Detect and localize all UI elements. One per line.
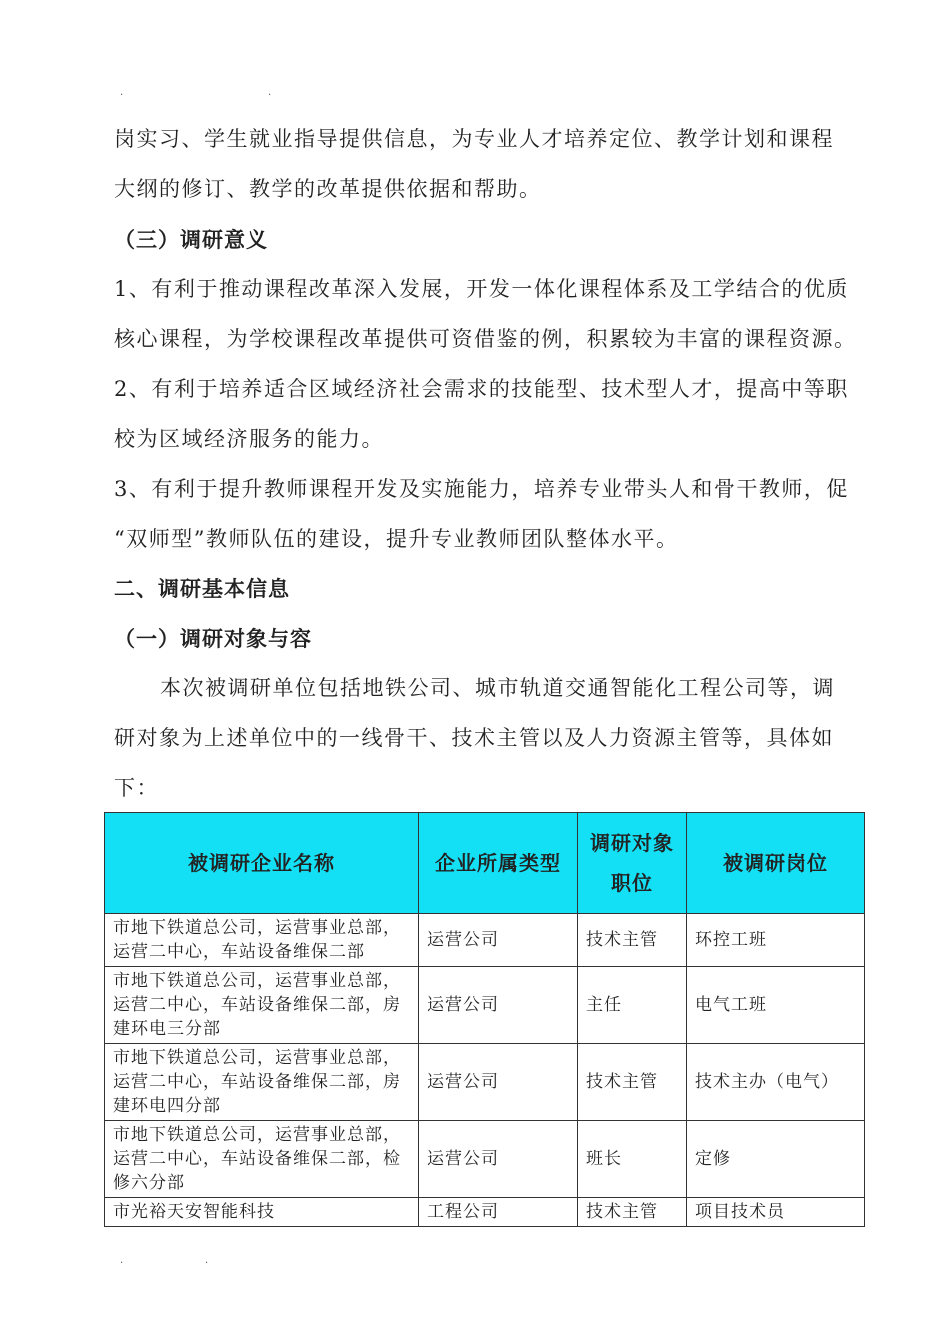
paragraph-line: 大纲的修订、教学的改革提供依据和帮助。 (114, 177, 542, 201)
table-row (105, 914, 865, 967)
table-row (105, 1198, 865, 1227)
cell-company-type: 运营公司 (419, 1044, 578, 1121)
cell-post: 环控工班 (687, 914, 865, 967)
header-dot: . (268, 87, 272, 98)
cell-company-type: 工程公司 (419, 1198, 578, 1227)
header-company-type: 企业所属类型 (419, 813, 578, 914)
paragraph-line: 岗实习、学生就业指导提供信息，为专业人才培养定位、教学计划和课程 (114, 127, 834, 151)
table-row (105, 1044, 865, 1121)
header-post: 被调研岗位 (687, 813, 865, 914)
cell-company-name: 市光裕天安智能科技 (105, 1198, 419, 1227)
subsection-heading: （一）调研对象与容 (114, 626, 312, 651)
cell-post: 项目技术员 (687, 1198, 865, 1227)
cell-position: 主任 (578, 967, 687, 1044)
list-item-line: 3、有利于提升教师课程开发及实施能力，培养专业带头人和骨干教师，促 (114, 477, 849, 501)
header-dot: . (120, 87, 124, 98)
cell-company-name: 市地下铁道总公司，运营事业总部，运营二中心，车站设备维保二部，检修六分部 (105, 1121, 419, 1198)
list-item-line: 2、有利于培养适合区域经济社会需求的技能型、技术型人才，提高中等职 (114, 377, 849, 401)
section-heading: 二、调研基本信息 (114, 576, 290, 601)
cell-position: 班长 (578, 1121, 687, 1198)
cell-post: 定修 (687, 1121, 865, 1198)
list-item-line: 核心课程，为学校课程改革提供可资借鉴的例，积累较为丰富的课程资源。 (114, 327, 857, 351)
cell-company-type: 运营公司 (419, 1121, 578, 1198)
list-item-line: 1、有利于推动课程改革深入发展，开发一体化课程体系及工学结合的优质 (114, 277, 849, 301)
table-row (105, 1121, 865, 1198)
cell-company-name: 市地下铁道总公司，运营事业总部，运营二中心，车站设备维保二部 (105, 914, 419, 967)
footer-dot: . (205, 1255, 209, 1266)
footer-dot: . (120, 1255, 124, 1266)
cell-company-name: 市地下铁道总公司，运营事业总部，运营二中心，车站设备维保二部，房建环电四分部 (105, 1044, 419, 1121)
cell-company-type: 运营公司 (419, 967, 578, 1044)
list-item-line: 校为区域经济服务的能力。 (114, 427, 384, 451)
table-header-row (105, 813, 865, 914)
paragraph-line: 研对象为上述单位中的一线骨干、技术主管以及人力资源主管等，具体如 (114, 726, 834, 750)
cell-post: 电气工班 (687, 967, 865, 1044)
cell-company-name: 市地下铁道总公司，运营事业总部，运营二中心，车站设备维保二部，房建环电三分部 (105, 967, 419, 1044)
header-position: 调研对象职位 (578, 813, 687, 914)
header-company-name: 被调研企业名称 (105, 813, 419, 914)
cell-position: 技术主管 (578, 1044, 687, 1121)
paragraph-line: 下： (114, 776, 159, 800)
cell-company-type: 运营公司 (419, 914, 578, 967)
survey-table (104, 812, 865, 1227)
list-item-line: “双师型”教师队伍的建设，提升专业教师团队整体水平。 (114, 527, 679, 551)
table-row (105, 967, 865, 1044)
cell-position: 技术主管 (578, 914, 687, 967)
cell-post: 技术主办（电气） (687, 1044, 865, 1121)
cell-position: 技术主管 (578, 1198, 687, 1227)
paragraph-line: 本次被调研单位包括地铁公司、城市轨道交通智能化工程公司等，调 (160, 676, 835, 700)
section-heading: （三）调研意义 (114, 227, 268, 252)
